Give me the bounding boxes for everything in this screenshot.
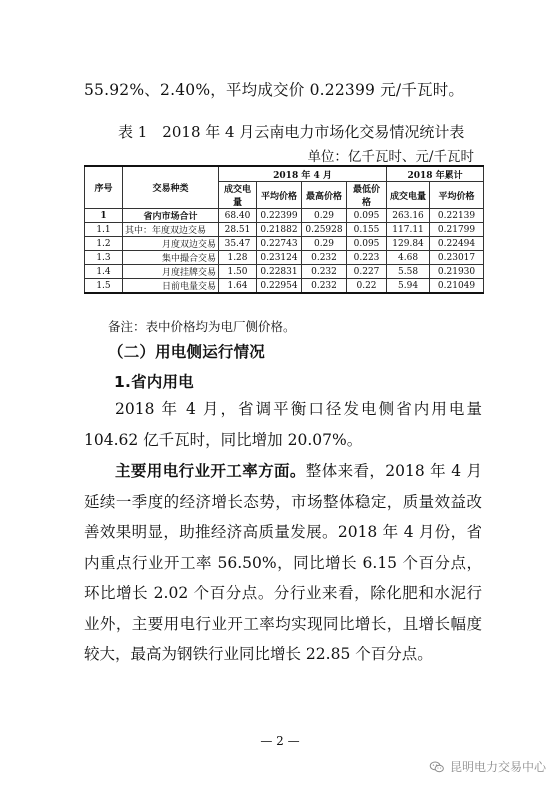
cell-volume: 1.64 xyxy=(219,279,257,294)
cell-seq: 1.3 xyxy=(85,251,123,265)
cell-type: 月度双边交易 xyxy=(123,237,219,251)
cell-cum-avg: 0.21049 xyxy=(430,279,484,294)
cell-min: 0.223 xyxy=(347,251,387,265)
paragraph-electricity-use-text: 2018 年 4 月，省调平衡口径发电侧省内用电量 104.62 亿千瓦时，同比增加 20.07%。 xyxy=(84,400,482,449)
cell-max: 0.25928 xyxy=(302,223,347,237)
cell-cum-avg: 0.22494 xyxy=(430,237,484,251)
cell-max: 0.232 xyxy=(302,251,347,265)
cell-max: 0.29 xyxy=(302,237,347,251)
cell-avg: 0.21882 xyxy=(257,223,302,237)
header-cum-volume: 成交电量 xyxy=(387,182,430,209)
cell-volume: 1.28 xyxy=(219,251,257,265)
cell-cum-avg: 0.21799 xyxy=(430,223,484,237)
paragraph-industry-operation xyxy=(84,456,482,670)
table-caption: 表 1 2018 年 4 月云南电力市场化交易情况统计表 xyxy=(118,123,465,141)
header-min-price: 最低价格 xyxy=(347,182,387,209)
table-note: 备注：表中价格均为电厂侧价格。 xyxy=(108,319,296,334)
cell-type: 日前电量交易 xyxy=(123,279,219,294)
cell-cum-volume: 4.68 xyxy=(387,251,430,265)
table-header-row-1 xyxy=(85,166,484,182)
header-max-price: 最高价格 xyxy=(302,182,347,209)
cell-cum-avg: 0.23017 xyxy=(430,251,484,265)
subheading: 1.省内用电 xyxy=(114,373,194,391)
cell-seq: 1.1 xyxy=(85,223,123,237)
cell-cum-volume: 263.16 xyxy=(387,209,430,223)
cell-cum-volume: 129.84 xyxy=(387,237,430,251)
cell-min: 0.227 xyxy=(347,265,387,279)
table-row xyxy=(85,279,484,294)
paragraph-electricity-use xyxy=(84,394,482,455)
cell-seq: 1.5 xyxy=(85,279,123,294)
table-row xyxy=(85,209,484,223)
cell-avg: 0.22399 xyxy=(257,209,302,223)
header-seq: 序号 xyxy=(85,166,123,209)
cell-avg: 0.22954 xyxy=(257,279,302,294)
cell-type: 其中：年度双边交易 xyxy=(123,223,219,237)
paragraph-body: 整体来看，2018 年 4 月延续一季度的经济增长态势，市场整体稳定，质量效益改善效果明显，助推经济高质量发展。2018 年 4 月份，省内重点行业开工率 56.50%，同比增长 6.15 个百分点，环比增长 2.02 个百分点。分行业来看，除化肥和水泥行业外，主要用电行业开工率均实现同比增长，且增长幅度较大，最高为钢铁行业同比增长 22.85 个百分点。 xyxy=(84,462,482,663)
cell-avg: 0.22831 xyxy=(257,265,302,279)
cell-max: 0.232 xyxy=(302,279,347,294)
cell-volume: 35.47 xyxy=(219,237,257,251)
cell-seq: 1 xyxy=(85,209,123,223)
cell-min: 0.095 xyxy=(347,209,387,223)
cell-volume: 68.40 xyxy=(219,209,257,223)
cell-cum-avg: 0.22139 xyxy=(430,209,484,223)
table-row xyxy=(85,251,484,265)
cell-cum-volume: 117.11 xyxy=(387,223,430,237)
cell-volume: 28.51 xyxy=(219,223,257,237)
section-heading: （二）用电侧运行情况 xyxy=(108,343,266,361)
watermark-text: 昆明电力交易中心 xyxy=(449,760,546,774)
cell-cum-volume: 5.94 xyxy=(387,279,430,294)
header-volume: 成交电量 xyxy=(219,182,257,209)
cell-max: 0.29 xyxy=(302,209,347,223)
header-type: 交易种类 xyxy=(123,166,219,209)
cell-seq: 1.2 xyxy=(85,237,123,251)
paragraph-lead: 主要用电行业开工率方面。 xyxy=(115,462,306,480)
cell-cum-avg: 0.21930 xyxy=(430,265,484,279)
cell-seq: 1.4 xyxy=(85,265,123,279)
table-row xyxy=(85,223,484,237)
watermark xyxy=(429,758,546,775)
cell-type: 集中撮合交易 xyxy=(123,251,219,265)
cell-min: 0.22 xyxy=(347,279,387,294)
cell-volume: 1.50 xyxy=(219,265,257,279)
header-group-month: 2018 年 4 月 xyxy=(219,166,387,182)
table-row xyxy=(85,265,484,279)
header-group-cumulative: 2018 年累计 xyxy=(387,166,484,182)
cell-avg: 0.22743 xyxy=(257,237,302,251)
cell-type: 月度挂牌交易 xyxy=(123,265,219,279)
cell-max: 0.232 xyxy=(302,265,347,279)
cell-cum-volume: 5.58 xyxy=(387,265,430,279)
cell-type: 省内市场合计 xyxy=(123,209,219,223)
header-cum-avg-price: 平均价格 xyxy=(430,182,484,209)
cell-min: 0.155 xyxy=(347,223,387,237)
header-avg-price: 平均价格 xyxy=(257,182,302,209)
top-text-line: 55.92%、2.40%，平均成交价 0.22399 元/千瓦时。 xyxy=(84,81,465,99)
trading-stats-table xyxy=(84,165,484,294)
page-number: — 2 — xyxy=(260,734,300,748)
table-row xyxy=(85,237,484,251)
cell-avg: 0.23124 xyxy=(257,251,302,265)
wechat-icon xyxy=(429,761,445,773)
table-unit: 单位：亿千瓦时、元/千瓦时 xyxy=(307,149,474,165)
cell-min: 0.095 xyxy=(347,237,387,251)
